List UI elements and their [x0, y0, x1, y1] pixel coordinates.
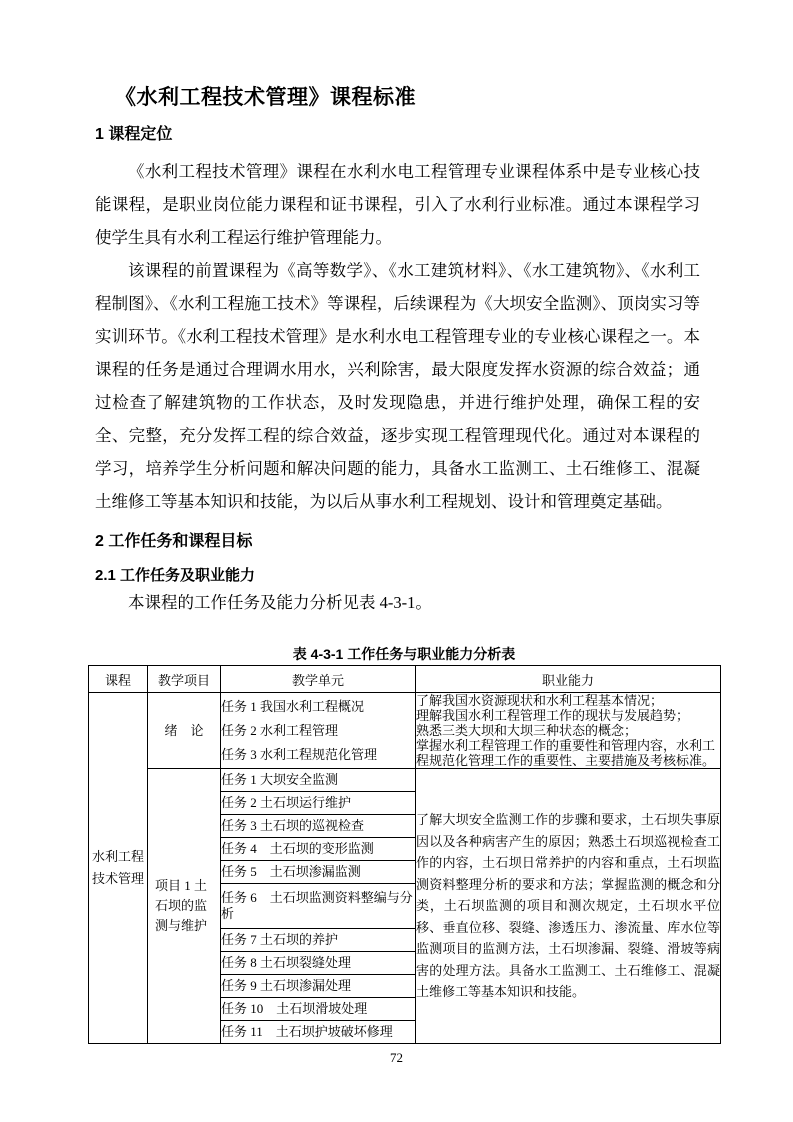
unit-cell: 任务 1 大坝安全监测 — [221, 769, 416, 792]
units-cell-intro — [221, 693, 416, 769]
doc-title: 《水利工程技术管理》课程标准 — [115, 86, 416, 109]
text-block — [95, 84, 705, 619]
unit-cell: 任务 2 土石坝运行维护 — [221, 792, 416, 815]
header-course: 课程 — [89, 666, 148, 693]
project-cell-intro: 绪 论 — [148, 693, 221, 769]
ability-cell-intro — [416, 693, 721, 769]
paragraph-course-positioning-2: 该课程的前置课程为《高等数学》、《水工建筑材料》、《水工建筑物》、《水利工程制图》、《水利工程施工技术》等课程，后续课程为《大坝安全监测》、顶岗实习等实训环节。《水利工程技术管理》是水利水电工程管理专业的专业核心课程之一。本课程的任务是通过合理调水用水，兴利除害，最大限度发挥水资源的综合效益；通过检查了解建筑物的工作状态，及时发现隐患，并进行维护处理，确保工程的安全、完整，充分发挥工程的综合效益，逐步实现工程管理现代化。通过对本课程的学习，培养学生分析问题和解决问题的能力，具备水工监测工、土石维修工、混凝土维修工等基本知识和技能，为以后从事水利工程规划、设计和管理奠定基础。 — [95, 261, 700, 511]
ability-line: 熟悉三类大坝和大坝三种状态的概念； — [416, 723, 638, 738]
ability-line: 理解我国水利工程管理工作的现状与发展趋势； — [416, 708, 690, 723]
unit-cell: 任务 4 土石坝的变形监测 — [221, 838, 416, 861]
heading-work-tasks-abilities: 2.1 工作任务及职业能力 — [95, 567, 256, 584]
unit-cell: 任务 8 土石坝裂缝处理 — [221, 952, 416, 975]
unit-cell: 任务 3 土石坝的巡视检查 — [221, 815, 416, 838]
heading-course-positioning: 1 课程定位 — [95, 126, 173, 143]
ability-cell-project1: 了解大坝安全监测工作的步骤和要求，土石坝失事原因以及各种病害产生的原因；熟悉土石坝巡视检查工作的内容，土石坝日常养护的内容和重点，土石坝监测资料整理分析的要求和方法；掌握监测的概念和分类，土石坝监测的项目和测次规定，土石坝水平位移、垂直位移、裂缝、渗透压力、渗流量、库水位等监测项目的监测方法，土石坝渗漏、裂缝、滑坡等病害的处理方法。具备水工监测工、土石维修工、混凝土维修工等基本知识和技能。 — [416, 769, 721, 1044]
header-teaching-project: 教学项目 — [148, 666, 221, 693]
paragraph-course-positioning-1: 《水利工程技术管理》课程在水利水电工程管理专业课程体系中是专业核心技能课程，是职业岗位能力课程和证书课程，引入了水利行业标准。通过本课程学习使学生具有水利工程运行维护管理能力。 — [95, 162, 700, 247]
unit-cell: 任务 10 土石坝滑坡处理 — [221, 998, 416, 1021]
project-cell-project1: 项目 1 土石坝的监测与维护 — [148, 769, 221, 1044]
table-intro-text: 本课程的工作任务及能力分析见表 4-3-1。 — [128, 593, 432, 612]
table-header-row — [89, 666, 721, 693]
course-cell: 水利工程技术管理 — [89, 693, 148, 1044]
heading-work-tasks-goals: 2 工作任务和课程目标 — [95, 533, 253, 550]
unit-cell: 任务 9 土石坝渗漏处理 — [221, 975, 416, 998]
unit-line: 任务 2 水利工程管理 — [221, 722, 339, 738]
header-teaching-unit: 教学单元 — [221, 666, 416, 693]
task-ability-analysis-table — [88, 665, 721, 1044]
unit-line: 任务 3 水利工程规范化管理 — [221, 746, 378, 762]
table-block — [88, 645, 720, 1044]
unit-line: 任务 1 我国水利工程概况 — [221, 698, 365, 714]
unit-cell: 任务 11 土石坝护坡破坏修理 — [221, 1021, 416, 1044]
page-number: 72 — [390, 1050, 403, 1065]
table-row — [89, 693, 721, 769]
ability-line: 了解我国水资源现状和水利工程基本情况； — [416, 693, 664, 708]
table-caption: 表 4-3-1 工作任务与职业能力分析表 — [292, 646, 516, 662]
unit-cell: 任务 6 土石坝监测资料整编与分析 — [221, 884, 416, 929]
header-professional-ability: 职业能力 — [416, 666, 721, 693]
ability-line: 掌握水利工程管理工作的重要性和管理内容，水利工程规范化管理工作的重要性、主要措施及考核标准。 — [416, 738, 716, 768]
unit-cell: 任务 5 土石坝渗漏监测 — [221, 861, 416, 884]
unit-cell: 任务 7 土石坝的养护 — [221, 929, 416, 952]
table-row — [89, 769, 721, 792]
